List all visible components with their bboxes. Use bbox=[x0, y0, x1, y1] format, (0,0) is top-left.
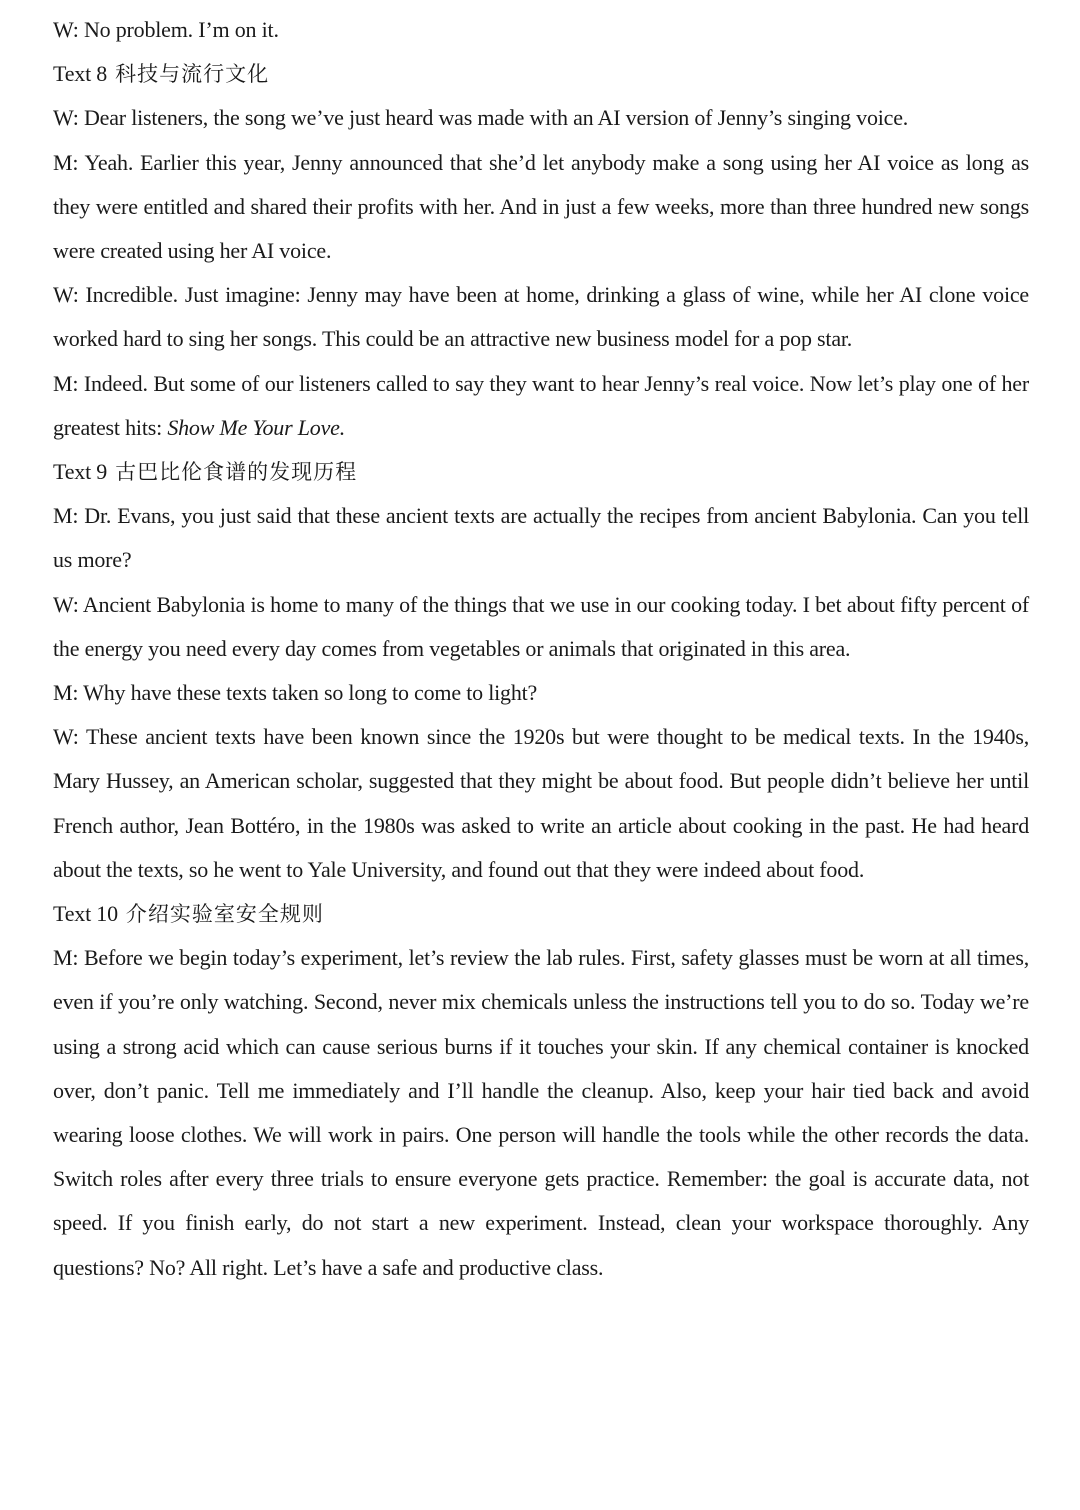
dialogue-line: W: Ancient Babylonia is home to many of the things that we use in our cooking today. I bet about fifty percent of the energy you need every day comes from vegetables or animals that originated in this area. bbox=[53, 591, 1029, 661]
section-label: Text 8 bbox=[53, 61, 108, 87]
section-heading-text-10 bbox=[53, 892, 1029, 936]
dialogue-line: W: These ancient texts have been known since the 1920s but were thought to be medical texts. In the 1940s, Mary Hussey, an American scholar, suggested that they might be about food. But people didn’t believe her until French author, Jean Bottéro, in the 1980s was asked to write an article about cooking in the past. He had heard about the texts, so he went to Yale University, and found out that they were indeed about food. bbox=[53, 724, 1029, 882]
section-label: Text 10 bbox=[53, 901, 118, 927]
section-heading-text-8 bbox=[53, 52, 1029, 96]
dialogue-line bbox=[53, 362, 1029, 450]
dialogue-line: M: Yeah. Earlier this year, Jenny announced that she’d let anybody make a song using her AI voice as long as they were entitled and shared their profits with her. And in just a few weeks, more than three hundred new songs were created using her AI voice. bbox=[53, 149, 1029, 264]
dialogue-line: M: Dr. Evans, you just said that these ancient texts are actually the recipes from ancient Babylonia. Can you tell us more? bbox=[53, 503, 1029, 573]
section-title-zh: 介绍实验室安全规则 bbox=[125, 902, 324, 927]
dialogue-line: W: Dear listeners, the song we’ve just heard was made with an AI version of Jenny’s singing voice. bbox=[53, 105, 909, 131]
transcript-page bbox=[53, 8, 1029, 1290]
section-title-zh: 古巴比伦食谱的发现历程 bbox=[115, 460, 358, 485]
dialogue-line: W: Incredible. Just imagine: Jenny may have been at home, drinking a glass of wine, while her AI clone voice worked hard to sing her songs. This could be an attractive new business model for a pop star. bbox=[53, 282, 1029, 352]
dialogue-line: M: Why have these texts taken so long to come to light? bbox=[53, 680, 538, 706]
section-heading-text-9 bbox=[53, 450, 1029, 494]
dialogue-line: M: Before we begin today’s experiment, let’s review the lab rules. First, safety glasses must be worn at all times, even if you’re only watching. Second, never mix chemicals unless the instructions tell you to do so. Today we’re using a strong acid which can cause serious burns if it touches your skin. If any chemical container is knocked over, don’t panic. Tell me immediately and I’ll handle the cleanup. Also, keep your hair tied back and avoid wearing loose clothes. We will work in pairs. One person will handle the tools while the other records the data. Switch roles after every three trials to ensure everyone gets practice. Remember: the goal is accurate data, not speed. If you finish early, do not start a new experiment. Instead, clean your workspace thoroughly. Any questions? No? All right. Let’s have a safe and productive class. bbox=[53, 945, 1029, 1280]
section-title-zh: 科技与流行文化 bbox=[115, 62, 270, 87]
dialogue-line: W: No problem. I’m on it. bbox=[53, 17, 279, 42]
dialogue-text: M: Indeed. But some of our listeners called to say they want to hear Jenny’s real voice. Now let’s play one of her greatest hits: bbox=[53, 370, 1029, 440]
section-label: Text 9 bbox=[53, 459, 108, 485]
song-title: Show Me Your Love. bbox=[167, 414, 346, 440]
